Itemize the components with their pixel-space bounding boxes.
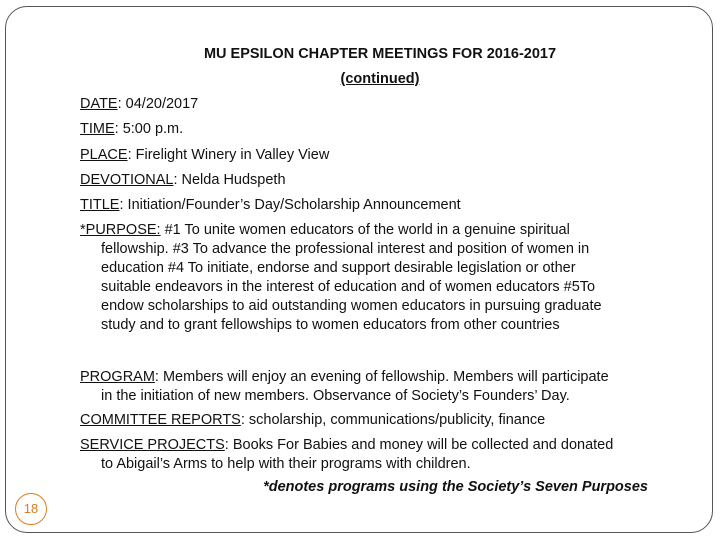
title-line (80, 196, 461, 215)
purpose-line-1-text: #1 To unite women educators of the world in a genuine spiritual (160, 222, 570, 238)
purpose-line: suitable endeavors in the interest of education and of women educators #5To (101, 279, 596, 295)
subtitle-text: (continued) (340, 71, 420, 87)
time-label: TIME (80, 121, 115, 137)
place-value: : Firelight Winery in Valley View (127, 147, 330, 163)
time-value: : 5:00 p.m. (114, 121, 184, 137)
program-label: PROGRAM (80, 369, 155, 385)
place-label: PLACE (80, 147, 128, 163)
devotional-label: DEVOTIONAL (80, 172, 174, 188)
purpose-block (80, 221, 680, 335)
time-line (80, 120, 183, 139)
committee-line (80, 411, 545, 430)
purpose-label: *PURPOSE: (80, 222, 161, 238)
service-label: SERVICE PROJECTS (80, 437, 225, 453)
service-line-2: to Abigail’s Arms to help with their programs with children. (101, 456, 471, 472)
page-number: 18 (15, 493, 47, 525)
title-label: TITLE (80, 197, 120, 213)
service-block (80, 436, 680, 474)
date-label: DATE (80, 96, 118, 112)
purpose-line: study and to grant fellowships to women educators from other countries (101, 317, 560, 333)
page-title: MU EPSILON CHAPTER MEETINGS FOR 2016-2017 (203, 46, 557, 62)
date-line (80, 95, 198, 114)
devotional-value: : Nelda Hudspeth (173, 172, 286, 188)
devotional-line (80, 171, 286, 190)
committee-value: : scholarship, communications/publicity, finance (240, 412, 546, 428)
service-line-1-text: : Books For Babies and money will be collected and donated (224, 437, 614, 453)
program-line-1-text: : Members will enjoy an evening of fellowship. Members will participate (154, 369, 609, 385)
service-line-1 (80, 436, 680, 455)
date-value: : 04/20/2017 (117, 96, 199, 112)
title-value: : Initiation/Founder’s Day/Scholarship Announcement (119, 197, 461, 213)
program-line-2: in the initiation of new members. Observance of Society’s Founders’ Day. (101, 388, 570, 404)
program-line-1 (80, 368, 680, 387)
footnote: *denotes programs using the Society’s Seven Purposes (263, 479, 648, 495)
purpose-line: fellowship. #3 To advance the professional interest and position of women in (101, 241, 590, 257)
program-block (80, 368, 680, 406)
purpose-line: education #4 To initiate, endorse and support desirable legislation or other (101, 260, 576, 276)
place-line (80, 146, 329, 165)
purpose-line: endow scholarships to aid outstanding women educators in pursuing graduate (101, 298, 602, 314)
page-subtitle (0, 71, 720, 87)
purpose-line-1 (80, 221, 680, 240)
committee-label: COMMITTEE REPORTS (80, 412, 241, 428)
